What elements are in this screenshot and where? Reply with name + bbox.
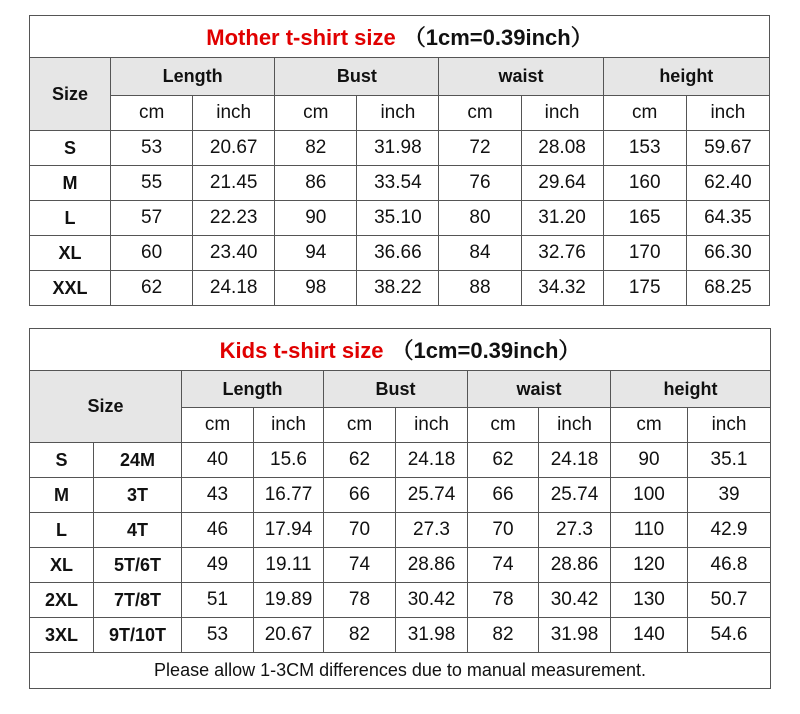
value-cell: 66.30: [686, 236, 769, 271]
table-row: [30, 478, 771, 513]
value-cell: 20.67: [193, 131, 275, 166]
value-cell: 34.32: [521, 271, 603, 306]
mother-conversion-note: （1cm=0.39inch）: [403, 25, 593, 50]
kids-size-table: [29, 328, 771, 689]
value-cell: 31.98: [357, 131, 439, 166]
unit-cell: cm: [275, 96, 357, 131]
value-cell: 82: [324, 618, 396, 653]
value-cell: 27.3: [539, 513, 611, 548]
kids-height-header: height: [611, 371, 771, 408]
unit-cell: cm: [182, 408, 254, 443]
size-cell: 3XL: [30, 618, 94, 653]
value-cell: 53: [182, 618, 254, 653]
unit-cell: cm: [603, 96, 686, 131]
value-cell: 64.35: [686, 201, 769, 236]
table-row: [30, 166, 770, 201]
value-cell: 31.98: [396, 618, 468, 653]
value-cell: 68.25: [686, 271, 769, 306]
value-cell: 78: [324, 583, 396, 618]
kids-waist-header: waist: [468, 371, 611, 408]
table-row: [30, 618, 771, 653]
unit-cell: cm: [468, 408, 539, 443]
unit-cell: inch: [686, 96, 769, 131]
value-cell: 24.18: [539, 443, 611, 478]
value-cell: 54.6: [688, 618, 771, 653]
unit-cell: inch: [357, 96, 439, 131]
value-cell: 62: [111, 271, 193, 306]
value-cell: 74: [324, 548, 396, 583]
value-cell: 160: [603, 166, 686, 201]
value-cell: 40: [182, 443, 254, 478]
unit-cell: inch: [539, 408, 611, 443]
value-cell: 35.10: [357, 201, 439, 236]
value-cell: 70: [468, 513, 539, 548]
value-cell: 90: [275, 201, 357, 236]
value-cell: 43: [182, 478, 254, 513]
value-cell: 46: [182, 513, 254, 548]
unit-cell: inch: [521, 96, 603, 131]
table-row: [30, 513, 771, 548]
value-cell: 110: [611, 513, 688, 548]
size-cell: M: [30, 478, 94, 513]
value-cell: 24.18: [396, 443, 468, 478]
size-cell: XL: [30, 548, 94, 583]
value-cell: 28.08: [521, 131, 603, 166]
value-cell: 72: [439, 131, 521, 166]
value-cell: 20.67: [254, 618, 324, 653]
value-cell: 153: [603, 131, 686, 166]
size-cell: XXL: [30, 271, 111, 306]
table-row: [30, 583, 771, 618]
value-cell: 29.64: [521, 166, 603, 201]
value-cell: 28.86: [539, 548, 611, 583]
value-cell: 98: [275, 271, 357, 306]
age-cell: 24M: [94, 443, 182, 478]
kids-title-text: Kids t-shirt size: [219, 338, 384, 363]
value-cell: 120: [611, 548, 688, 583]
kids-conversion-note: （1cm=0.39inch）: [391, 338, 581, 363]
value-cell: 84: [439, 236, 521, 271]
kids-size-header: Size: [30, 371, 182, 443]
value-cell: 31.20: [521, 201, 603, 236]
value-cell: 23.40: [193, 236, 275, 271]
value-cell: 66: [468, 478, 539, 513]
value-cell: 62: [324, 443, 396, 478]
value-cell: 74: [468, 548, 539, 583]
value-cell: 90: [611, 443, 688, 478]
value-cell: 24.18: [193, 271, 275, 306]
value-cell: 62.40: [686, 166, 769, 201]
table-row: [30, 443, 771, 478]
value-cell: 165: [603, 201, 686, 236]
age-cell: 9T/10T: [94, 618, 182, 653]
value-cell: 59.67: [686, 131, 769, 166]
value-cell: 42.9: [688, 513, 771, 548]
value-cell: 17.94: [254, 513, 324, 548]
unit-cell: inch: [193, 96, 275, 131]
value-cell: 16.77: [254, 478, 324, 513]
size-cell: XL: [30, 236, 111, 271]
value-cell: 19.89: [254, 583, 324, 618]
value-cell: 60: [111, 236, 193, 271]
mother-title-text: Mother t-shirt size: [206, 25, 396, 50]
value-cell: 66: [324, 478, 396, 513]
value-cell: 15.6: [254, 443, 324, 478]
value-cell: 57: [111, 201, 193, 236]
value-cell: 175: [603, 271, 686, 306]
value-cell: 35.1: [688, 443, 771, 478]
value-cell: 46.8: [688, 548, 771, 583]
mother-table-title: [30, 16, 770, 58]
value-cell: 94: [275, 236, 357, 271]
mother-waist-header: waist: [439, 58, 603, 96]
size-cell: S: [30, 131, 111, 166]
value-cell: 25.74: [539, 478, 611, 513]
value-cell: 82: [468, 618, 539, 653]
measurement-disclaimer: Please allow 1-3CM differences due to manual measurement.: [30, 653, 771, 689]
kids-length-header: Length: [182, 371, 324, 408]
value-cell: 78: [468, 583, 539, 618]
value-cell: 50.7: [688, 583, 771, 618]
value-cell: 140: [611, 618, 688, 653]
unit-cell: cm: [111, 96, 193, 131]
value-cell: 88: [439, 271, 521, 306]
kids-table-title: [30, 329, 771, 371]
mother-bust-header: Bust: [275, 58, 439, 96]
age-cell: 4T: [94, 513, 182, 548]
age-cell: 5T/6T: [94, 548, 182, 583]
value-cell: 31.98: [539, 618, 611, 653]
value-cell: 130: [611, 583, 688, 618]
value-cell: 36.66: [357, 236, 439, 271]
value-cell: 32.76: [521, 236, 603, 271]
mother-size-table: [29, 15, 770, 306]
unit-cell: inch: [396, 408, 468, 443]
unit-cell: inch: [254, 408, 324, 443]
value-cell: 19.11: [254, 548, 324, 583]
mother-unit-row: [30, 96, 770, 131]
table-row: [30, 236, 770, 271]
table-row: [30, 271, 770, 306]
value-cell: 53: [111, 131, 193, 166]
value-cell: 49: [182, 548, 254, 583]
mother-height-header: height: [603, 58, 769, 96]
value-cell: 86: [275, 166, 357, 201]
value-cell: 39: [688, 478, 771, 513]
value-cell: 33.54: [357, 166, 439, 201]
value-cell: 62: [468, 443, 539, 478]
value-cell: 51: [182, 583, 254, 618]
size-cell: M: [30, 166, 111, 201]
value-cell: 82: [275, 131, 357, 166]
size-cell: S: [30, 443, 94, 478]
table-row: [30, 131, 770, 166]
value-cell: 27.3: [396, 513, 468, 548]
value-cell: 100: [611, 478, 688, 513]
value-cell: 30.42: [396, 583, 468, 618]
kids-bust-header: Bust: [324, 371, 468, 408]
value-cell: 30.42: [539, 583, 611, 618]
size-cell: 2XL: [30, 583, 94, 618]
value-cell: 28.86: [396, 548, 468, 583]
unit-cell: cm: [611, 408, 688, 443]
table-row: [30, 548, 771, 583]
unit-cell: inch: [688, 408, 771, 443]
age-cell: 7T/8T: [94, 583, 182, 618]
value-cell: 80: [439, 201, 521, 236]
size-cell: L: [30, 201, 111, 236]
value-cell: 170: [603, 236, 686, 271]
value-cell: 70: [324, 513, 396, 548]
value-cell: 76: [439, 166, 521, 201]
mother-length-header: Length: [111, 58, 275, 96]
unit-cell: cm: [324, 408, 396, 443]
mother-size-header: Size: [30, 58, 111, 131]
value-cell: 25.74: [396, 478, 468, 513]
age-cell: 3T: [94, 478, 182, 513]
value-cell: 21.45: [193, 166, 275, 201]
size-cell: L: [30, 513, 94, 548]
value-cell: 38.22: [357, 271, 439, 306]
value-cell: 22.23: [193, 201, 275, 236]
table-row: [30, 201, 770, 236]
value-cell: 55: [111, 166, 193, 201]
unit-cell: cm: [439, 96, 521, 131]
